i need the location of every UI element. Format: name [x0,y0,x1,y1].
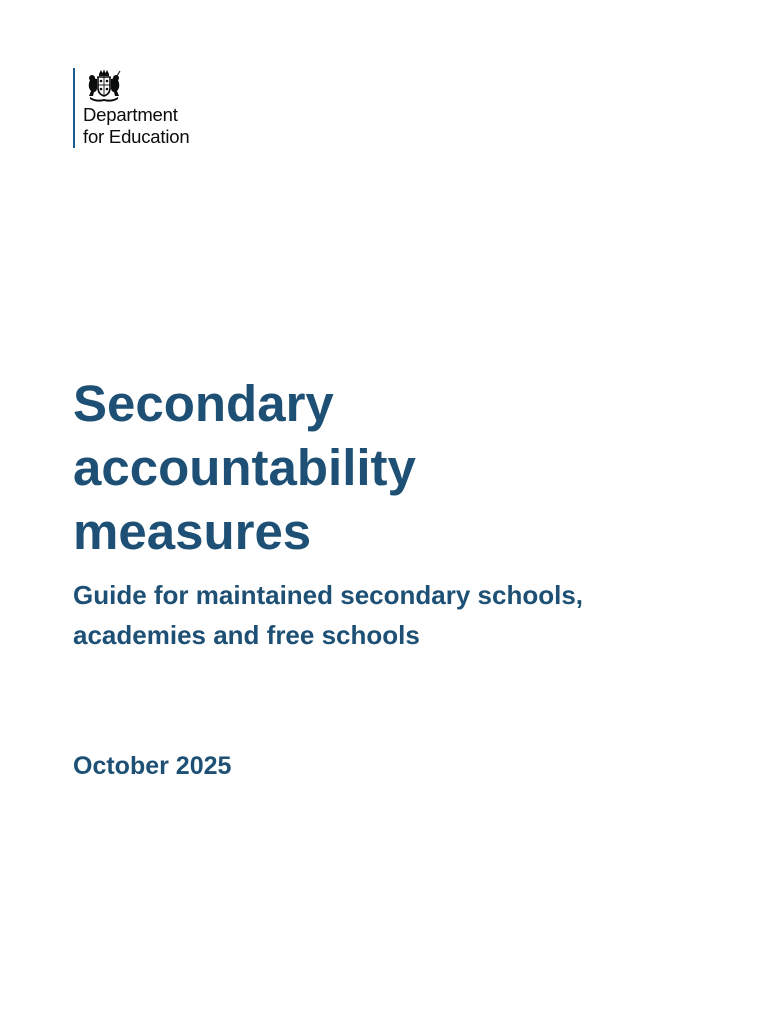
dfe-logo [73,68,189,148]
logo-divider [73,68,75,148]
logo-line-for-education: for Education [83,125,190,147]
logo-line-department: Department [83,104,178,125]
document-subtitle [73,575,733,655]
title-line-3: measures [73,503,312,560]
subtitle-line-2: academies and free schools [73,620,420,650]
document-title [73,372,713,564]
royal-coat-of-arms-icon [84,68,124,102]
subtitle-line-1: Guide for maintained secondary schools, [73,580,584,610]
title-line-1: Secondary [73,375,334,432]
logo-body [83,68,189,148]
publication-date: October 2025 [73,752,232,780]
title-line-2: accountability [73,439,416,496]
